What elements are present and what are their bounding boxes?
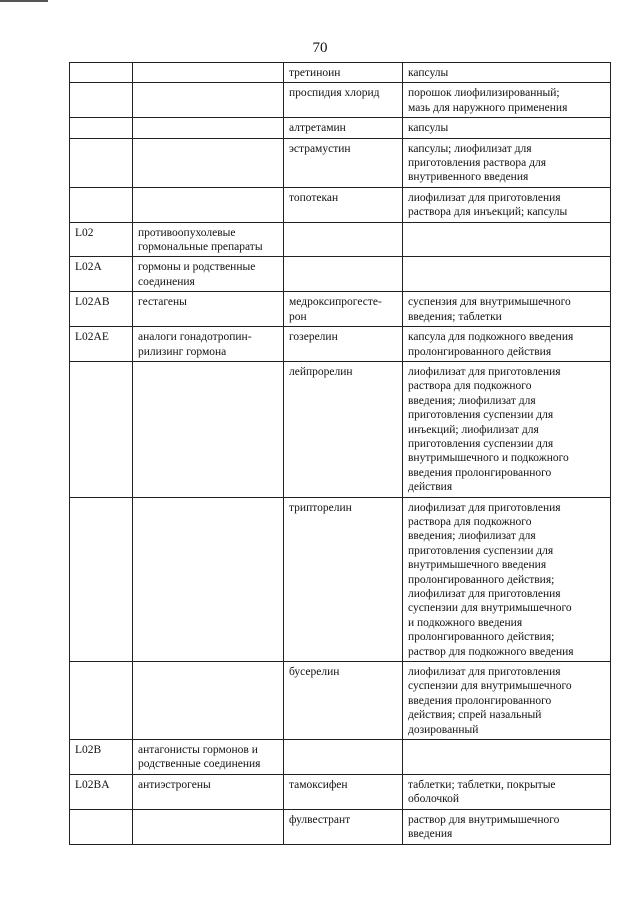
drug-name-cell: проспидия хлорид	[284, 83, 403, 118]
scan-corner-mark	[0, 0, 48, 2]
atc-code-cell	[70, 361, 133, 497]
drug-name-cell: эстрамустин	[284, 138, 403, 187]
table-row	[70, 187, 611, 222]
drug-name-cell: алтретамин	[284, 118, 403, 138]
table-row	[70, 361, 611, 497]
atc-code-cell: L02A	[70, 257, 133, 292]
drug-name-cell: фулвестрант	[284, 809, 403, 844]
group-name-cell	[133, 809, 284, 844]
drug-name-cell: бусерелин	[284, 662, 403, 740]
dosage-form-cell	[403, 257, 611, 292]
group-name-cell	[133, 118, 284, 138]
drug-name-cell: топотекан	[284, 187, 403, 222]
dosage-form-cell: раствор для внутримышечного введения	[403, 809, 611, 844]
group-name-cell: антиэстрогены	[133, 774, 284, 809]
group-name-cell: гормоны и родственные соединения	[133, 257, 284, 292]
drug-name-cell: гозерелин	[284, 327, 403, 362]
table-row	[70, 63, 611, 83]
atc-code-cell	[70, 138, 133, 187]
atc-code-cell	[70, 809, 133, 844]
drug-table	[69, 62, 611, 845]
atc-code-cell: L02BA	[70, 774, 133, 809]
group-name-cell: гестагены	[133, 292, 284, 327]
group-name-cell: антагонисты гормонов и родственные соединения	[133, 740, 284, 775]
group-name-cell	[133, 138, 284, 187]
page-number: 70	[312, 40, 328, 56]
drug-name-cell: лейпрорелин	[284, 361, 403, 497]
atc-code-cell	[70, 662, 133, 740]
group-name-cell	[133, 497, 284, 661]
table-row	[70, 497, 611, 661]
dosage-form-cell: таблетки; таблетки, покрытые оболочкой	[403, 774, 611, 809]
dosage-form-cell: лиофилизат для приготовления раствора для инъекций; капсулы	[403, 187, 611, 222]
atc-code-cell: L02AB	[70, 292, 133, 327]
dosage-form-cell: суспензия для внутримышечного введения; таблетки	[403, 292, 611, 327]
dosage-form-cell	[403, 740, 611, 775]
group-name-cell	[133, 662, 284, 740]
dosage-form-cell: капсулы; лиофилизат для приготовления раствора для внутривенного введения	[403, 138, 611, 187]
drug-name-cell	[284, 740, 403, 775]
table-row	[70, 327, 611, 362]
table-row	[70, 222, 611, 257]
group-name-cell	[133, 83, 284, 118]
group-name-cell	[133, 187, 284, 222]
drug-name-cell: трипторелин	[284, 497, 403, 661]
dosage-form-cell: капсулы	[403, 63, 611, 83]
group-name-cell: противоопухолевые гормональные препараты	[133, 222, 284, 257]
atc-code-cell	[70, 187, 133, 222]
atc-code-cell: L02B	[70, 740, 133, 775]
table-row	[70, 292, 611, 327]
dosage-form-cell: капсула для подкожного введения пролонгированного действия	[403, 327, 611, 362]
table-row	[70, 774, 611, 809]
dosage-form-cell	[403, 222, 611, 257]
drug-name-cell: тамоксифен	[284, 774, 403, 809]
table-row	[70, 809, 611, 844]
group-name-cell: аналоги гонадотропин- рилизинг гормона	[133, 327, 284, 362]
table-row	[70, 118, 611, 138]
table-body	[70, 63, 611, 845]
atc-code-cell	[70, 63, 133, 83]
dosage-form-cell: капсулы	[403, 118, 611, 138]
group-name-cell	[133, 361, 284, 497]
drug-name-cell	[284, 222, 403, 257]
drug-name-cell: третиноин	[284, 63, 403, 83]
atc-code-cell	[70, 83, 133, 118]
table-row	[70, 740, 611, 775]
atc-code-cell: L02AE	[70, 327, 133, 362]
dosage-form-cell: лиофилизат для приготовления раствора для подкожного введения; лиофилизат для приготовления суспензии для инъекций; лиофилизат для приготовления суспензии для внутримышечного и подкожного введения пролонгированного действия	[403, 361, 611, 497]
table-row	[70, 83, 611, 118]
table-row	[70, 662, 611, 740]
atc-code-cell	[70, 497, 133, 661]
drug-name-cell	[284, 257, 403, 292]
table-row	[70, 257, 611, 292]
dosage-form-cell: лиофилизат для приготовления суспензии для внутримышечного введения пролонгированного действия; спрей назальный дозированный	[403, 662, 611, 740]
dosage-form-cell: лиофилизат для приготовления раствора для подкожного введения; лиофилизат для приготовления суспензии для внутримышечного введения пролонгированного действия; лиофилизат для приготовления суспензии для внутримышечного и подкожного введения пролонгированного действия; раствор для подкожного введения	[403, 497, 611, 661]
atc-code-cell: L02	[70, 222, 133, 257]
drug-name-cell: медроксипрогесте- рон	[284, 292, 403, 327]
group-name-cell	[133, 63, 284, 83]
dosage-form-cell: порошок лиофилизированный; мазь для наружного применения	[403, 83, 611, 118]
table-row	[70, 138, 611, 187]
atc-code-cell	[70, 118, 133, 138]
